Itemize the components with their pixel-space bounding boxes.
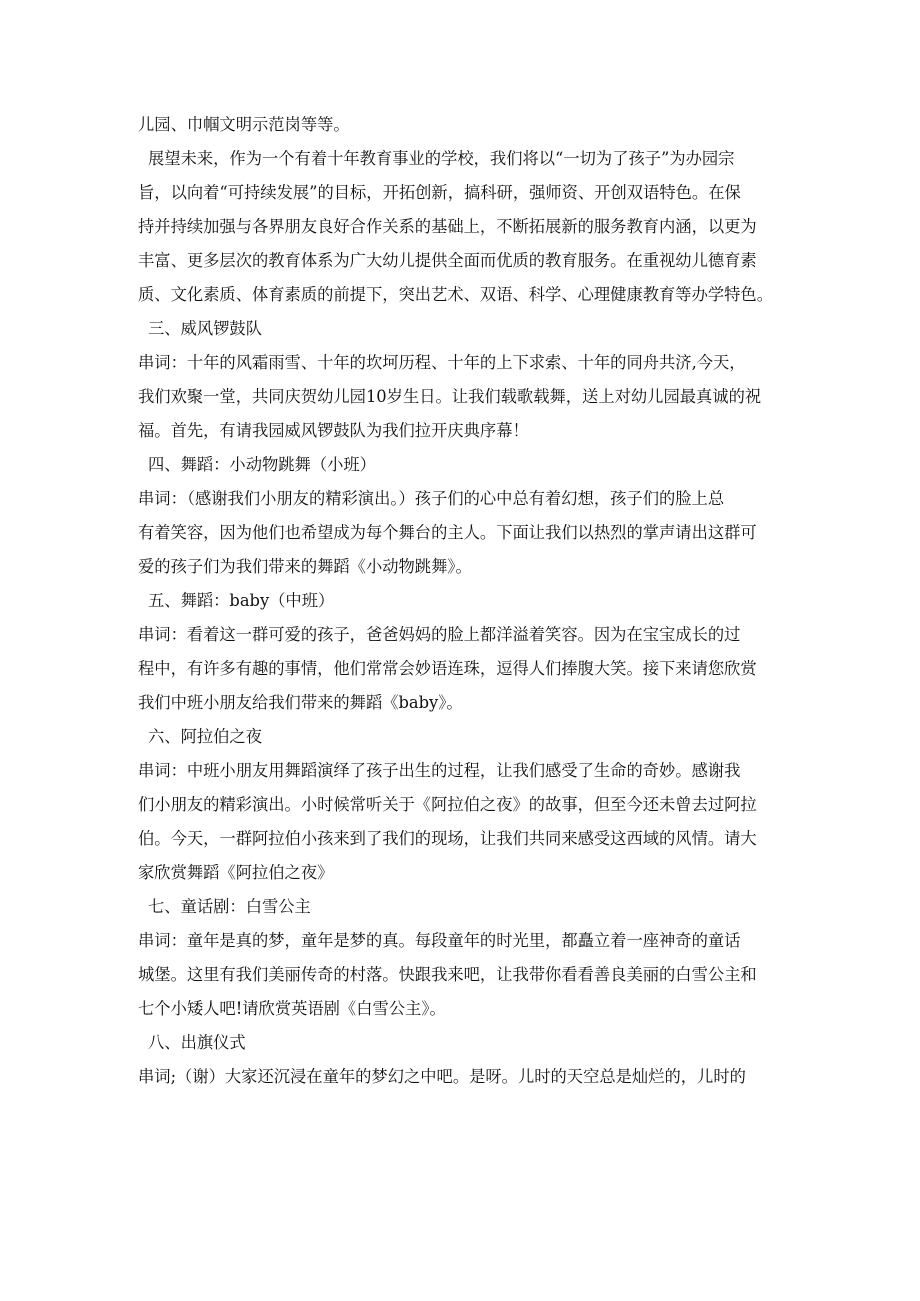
text-line: 持并持续加强与各界朋友良好合作关系的基础上，不断拓展新的服务教育内涵，以更为 <box>138 217 757 236</box>
paragraph-script-8 <box>138 1060 798 1094</box>
text-line: 们小朋友的精彩演出。小时候常听关于《阿拉伯之夜》的故事，但至今还未曾去过阿拉 <box>138 795 757 814</box>
text-line: 程中，有许多有趣的事情，他们常常会妙语连珠，逗得人们捧腹大笑。接下来请您欣赏 <box>138 659 757 678</box>
text-line: 旨，以向着“可持续发展”的目标，开拓创新，搞科研，强师资、开创双语特色。在保 <box>138 183 741 202</box>
text-line: 我们中班小朋友给我们带来的舞蹈《baby》。 <box>138 693 463 712</box>
paragraph-future-outlook <box>138 142 798 312</box>
text-line: 儿园、巾帼文明示范岗等等。 <box>138 115 350 134</box>
text-line: 串词：看着这一群可爱的孩子，爸爸妈妈的脸上都洋溢着笑容。因为在宝宝成长的过 <box>138 625 741 644</box>
text-line: 丰富、更多层次的教育体系为广大幼儿提供全面而优质的教育服务。在重视幼儿德育素 <box>138 251 757 270</box>
text-line: 串词：童年是真的梦，童年是梦的真。每段童年的时光里，都矗立着一座神奇的童话 <box>138 931 741 950</box>
section-heading-4 <box>138 448 798 482</box>
paragraph-continuation <box>138 108 798 142</box>
section-heading-6 <box>138 720 798 754</box>
text-line: 城堡。这里有我们美丽传奇的村落。快跟我来吧，让我带你看看善良美丽的白雪公主和 <box>138 965 757 984</box>
section-heading-5 <box>138 584 798 618</box>
text-line: 串词：中班小朋友用舞蹈演绎了孩子出生的过程，让我们感受了生命的奇妙。感谢我 <box>138 761 741 780</box>
section-heading-7 <box>138 890 798 924</box>
text-line: 家欣赏舞蹈《阿拉伯之夜》 <box>138 863 334 882</box>
text-line: 串词;（谢）大家还沉浸在童年的梦幻之中吧。是呀。儿时的天空总是灿烂的，儿时的 <box>138 1067 746 1086</box>
heading-text: 三、威风锣鼓队 <box>148 319 262 338</box>
text-line: 福。首先，有请我园威风锣鼓队为我们拉开庆典序幕！ <box>138 421 529 440</box>
section-heading-8 <box>138 1026 798 1060</box>
text-line: 有着笑容，因为他们也希望成为每个舞台的主人。下面让我们以热烈的掌声请出这群可 <box>138 523 757 542</box>
heading-text: 八、出旗仪式 <box>148 1033 246 1052</box>
text-line: 我们欢聚一堂，共同庆贺幼儿园10岁生日。让我们载歌载舞，送上对幼儿园最真诚的祝 <box>138 387 762 406</box>
text-line: 伯。今天，一群阿拉伯小孩来到了我们的现场，让我们共同来感受这西域的风情。请大 <box>138 829 757 848</box>
heading-text: 五、舞蹈：baby（中班） <box>148 591 335 610</box>
paragraph-script-5 <box>138 618 798 720</box>
text-line: 串词：十年的风霜雨雪、十年的坎坷历程、十年的上下求索、十年的同舟共济,今天， <box>138 353 746 372</box>
text-line: 七个小矮人吧!请欣赏英语剧《白雪公主》。 <box>138 999 446 1018</box>
heading-text: 六、阿拉伯之夜 <box>148 727 262 746</box>
paragraph-script-4 <box>138 482 798 584</box>
paragraph-script-3 <box>138 346 798 448</box>
text-line: 质、文化素质、体育素质的前提下，突出艺术、双语、科学、心理健康教育等办学特色。 <box>138 285 773 304</box>
text-line: 爱的孩子们为我们带来的舞蹈《小动物跳舞》。 <box>138 557 472 576</box>
section-heading-3 <box>138 312 798 346</box>
document-body <box>138 108 798 1094</box>
text-line: 串词：（感谢我们小朋友的精彩演出。）孩子们的心中总有着幻想，孩子们的脸上总 <box>138 489 725 508</box>
heading-text: 七、童话剧：白雪公主 <box>148 897 311 916</box>
heading-text: 四、舞蹈：小动物跳舞（小班） <box>148 455 376 474</box>
paragraph-script-6 <box>138 754 798 890</box>
text-line: 展望未来，作为一个有着十年教育事业的学校，我们将以“一切为了孩子”为办园宗 <box>148 149 735 168</box>
paragraph-script-7 <box>138 924 798 1026</box>
